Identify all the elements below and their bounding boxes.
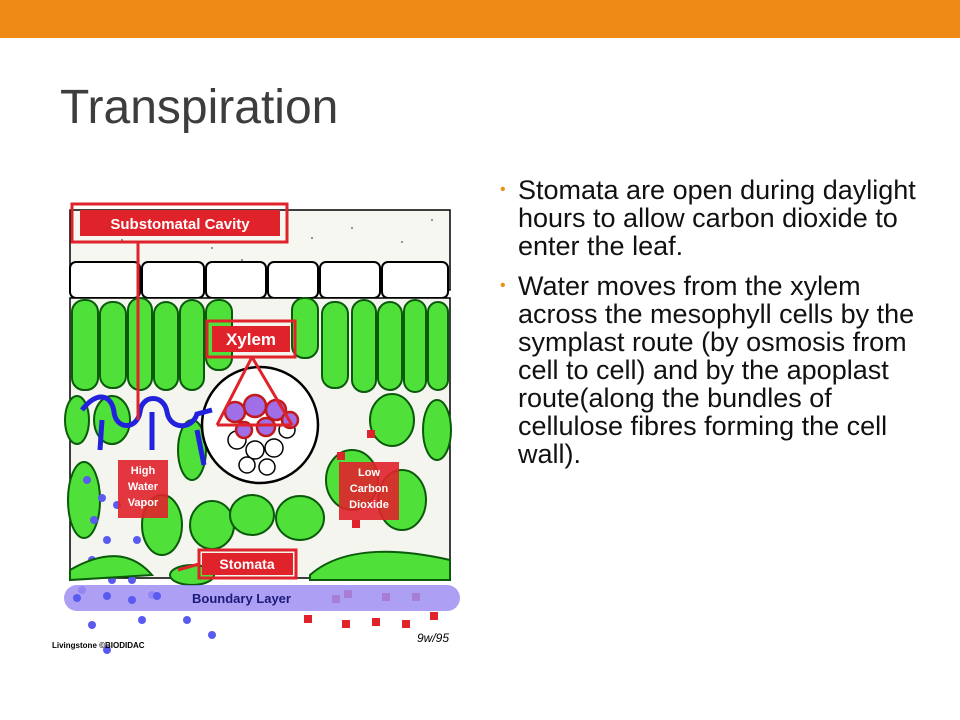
leaf-cross-section-diagram	[52, 180, 472, 655]
svg-text:Low: Low	[358, 467, 380, 479]
slide-title: Transpiration	[60, 81, 339, 134]
svg-text:Carbon: Carbon	[349, 483, 389, 495]
boundary-layer-label: Boundary Layer	[192, 591, 291, 606]
bullet-dot-icon: •	[500, 181, 506, 198]
svg-text:High: High	[130, 465, 156, 477]
substomatal-cavity-label: Substomatal Cavity	[110, 216, 250, 233]
low-carbon-dioxide-label	[339, 462, 399, 520]
bullet-text: Stomata are open during daylight hours to allow carbon dioxide to enter the leaf.	[518, 175, 916, 261]
artist-signature: 9w/95	[417, 631, 450, 645]
xylem-label: Xylem	[225, 330, 277, 349]
bullet-list	[498, 176, 918, 480]
high-water-vapor-label	[118, 460, 168, 518]
bullet-dot-icon: •	[500, 277, 506, 294]
svg-text:Dioxide: Dioxide	[349, 499, 389, 511]
bullet-item	[498, 176, 918, 260]
top-accent-bar	[0, 0, 960, 38]
svg-text:Water: Water	[127, 481, 159, 493]
bullet-item	[498, 272, 918, 468]
bullet-text: Water moves from the xylem across the mesophyll cells by the symplast route (by osmosis from cell to cell) and by the apoplast route(along the bundles of cellulose fibres forming the cell wall).	[518, 271, 915, 469]
image-credit: Livingstone ©BIODIDAC	[52, 641, 145, 650]
svg-text:Vapor: Vapor	[127, 497, 159, 509]
stomata-label: Stomata	[219, 556, 275, 572]
